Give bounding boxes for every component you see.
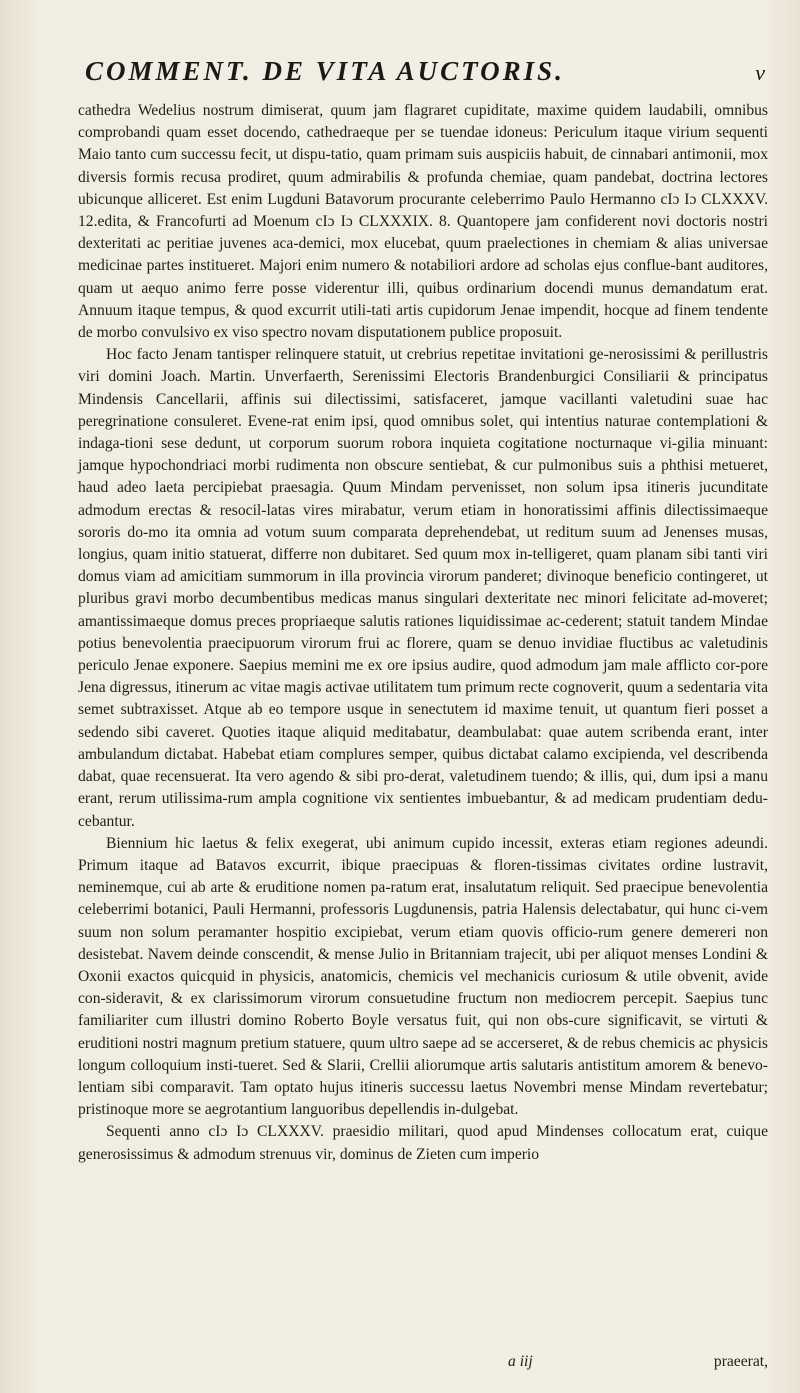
- page-footer: [78, 1353, 768, 1377]
- running-head: COMMENT. DE VITA AUCTORIS.: [85, 56, 565, 86]
- paragraph-3: Biennium hic laetus & felix exegerat, ubi animum cupido incessit, exteras etiam regiones adeundi. Primum itaque ad Batavos excurrit, ibique praecipuas & floren-tissimas civitates ordine lustravit, neminemque, cui ab arte & eruditione nomen pa-ratum erat, insalutatum reliquit. Sed praecipue benevolentia celeberrimi botanici, Pauli Hermanni, professoris Lugdunensis, patria Halensis delectabatur, qui hunc ci-vem suum non solum peramanter hospitio excipiebat, verum etiam quovis officio-rum genere demereri non desistebat. Navem deinde conscendit, & mense Julio in Britanniam trajecit, ubi per aliquot menses Londini & Oxonii exactos quicquid in physicis, anatomicis, chemicis vel mechanicis curiosum & utile obvenit, avide con-sideravit, & ex clarissimorum virorum consuetudine fructum non mediocrem percepit. Saepius tunc familiariter cum illustri domino Roberto Boyle versatus fuit, qui non obs-cure significavit, se virtuti & eruditioni nostri magnum pretium statuere, quum ultro saepe ad se accerseret, & de rebus chemicis ac physicis longum colloquium insti-tueret. Sed & Slarii, Crellii aliorumque artis salutaris antistitum amorem & benevo-lentiam sibi comparavit. Tam optato hujus itineris successu laetus Novembri mense Mindam revertebatur; pristinoque more se aegrotantium languoribus depellendis in-dulgebat.: [78, 834, 768, 1119]
- page-header: [85, 56, 765, 96]
- signature-mark: a iij: [508, 1353, 533, 1370]
- paragraph-2: Hoc facto Jenam tantisper relinquere statuit, ut crebrius repetitae invitationi ge-nerosissimi & perillustris viri domini Joach. Martin. Unverfaerth, Serenissimi Electoris Brandenburgici Consiliarii & principatus Mindensis Cancellarii, affinis sui dilectissimi, satisfaceret, jamque vacillanti valetudini suae hac peregrinatione consuleret. Evene-rat enim ipsi, quod omnibus solet, qui intentius naturae contemplationi & indaga-tioni sese dedunt, ut corporum suorum robora inquieta cogitatione nocturnaque vi-gilia minuant: jamque hypochondriaci morbi rudimenta non obscure sentiebat, & cur pulmonibus suis a phthisi metueret, haud adeo laeta percipiebat praesagia. Quum Mindam pervenisset, non solum ipsa itineris jucunditate admodum erectas & resocil-latas vires mirabatur, verum etiam in honoratissimi affinis dilectissimaeque sororis do-mo ita omnia ad votum suum comparata deprehendebat, ut reditum suum ad Jenenses musas, longius, quam initio statuerat, differre non dubitaret. Sed quum mox in-telligeret, quam planam sibi tanti viri domus viam ad amicitiam summorum in illa provincia virorum panderet; divinoque beneficio contingeret, ut pluribus gravi morbo decumbentibus medicas manus singulari dexteritate nec minori felicitate ad-moveret; amantissimaeque domus preces propriaeque salutis rationes liquidissimae ac-cederent; statuit tandem Mindae potius benevolentia praecipuorum virorum frui ac florere, quam se denuo invidiae fluctibus ac valetudinis periculo Jenae exponere. Saepius memini me ex ore ipsius audire, quod admodum jam male afflicto cor-pore Jena digressus, itinerum ac vitae magis activae utilitatem tum primum recte cognoverit, quum a sedentaria vita semet subtraxisset. Atque ab eo tempore usque in senectutem id maxime tenuit, ut quantum fieri posset a sedendo sibi caveret. Quoties itaque aliquid meditabatur, deambulabat: quae autem scribenda erant, inter ambulandum dictabat. Habebat etiam complures semper, quibus dictabat calamo excipienda, vel describenda dabat, quae recensuerat. Ita vero agendo & sibi pro-derat, valetudinem tuendo; & illis, qui, dum ipsi a manu erant, rerum utilissima-rum ampla cognitione vix sentientes imbuebantur, & ad medicam prudentiam dedu-cebantur.: [78, 346, 768, 830]
- body-text: [78, 100, 768, 1166]
- paragraph-4: Sequenti anno cIɔ Iɔ CLXXXV. praesidio militari, quod apud Mindenses collocatum erat, cuique generosissimus & admodum strenuus vir, dominus de Zieten cum imperio: [78, 1123, 768, 1163]
- catchword: praeerat,: [713, 1353, 768, 1370]
- paragraph-1: cathedra Wedelius nostrum dimiserat, quum jam flagraret cupiditate, maxime quidem laudabili, omnibus comprobandi quam esset docendo, cathedraeque per se tuendae idoneus: Periculum itaque virium sequenti Maio tanto cum successu fecit, ut dispu-tatio, quam primam suis auspiciis habuit, de cinnabari antimonii, mox diversis formis recusa prodiret, quum admirabilis & profunda chemiae, quam pandebat, doctrina lectores ubicunque alliceret. Est enim Lugduni Batavorum procurante celeberrimo Paulo Hermanno cIɔ Iɔ CLXXXV. 12.edita, & Francofurti ad Moenum cIɔ Iɔ CLXXXIX. 8. Quantopere jam confiderent novi doctoris nostri dexteritati ac peritiae juvenes aca-demici, mox elucebat, quum praelectiones in chemiam & alias universae medicinae partes institueret. Majori enim numero & notabiliori ardore ad scholas ejus conflue-bant auditores, quam ut aequo animo ferre posse viderentur illi, quibus ordinarium docendi munus demandatum erat. Annuum itaque tempus, & quod excurrit utili-tati artis cupidorum Jenae impendit, hocque ad finem tendente de morbo convulsivo ex viso spectro novam disputationem publice proposuit.: [78, 102, 768, 342]
- page-number: v: [755, 60, 765, 85]
